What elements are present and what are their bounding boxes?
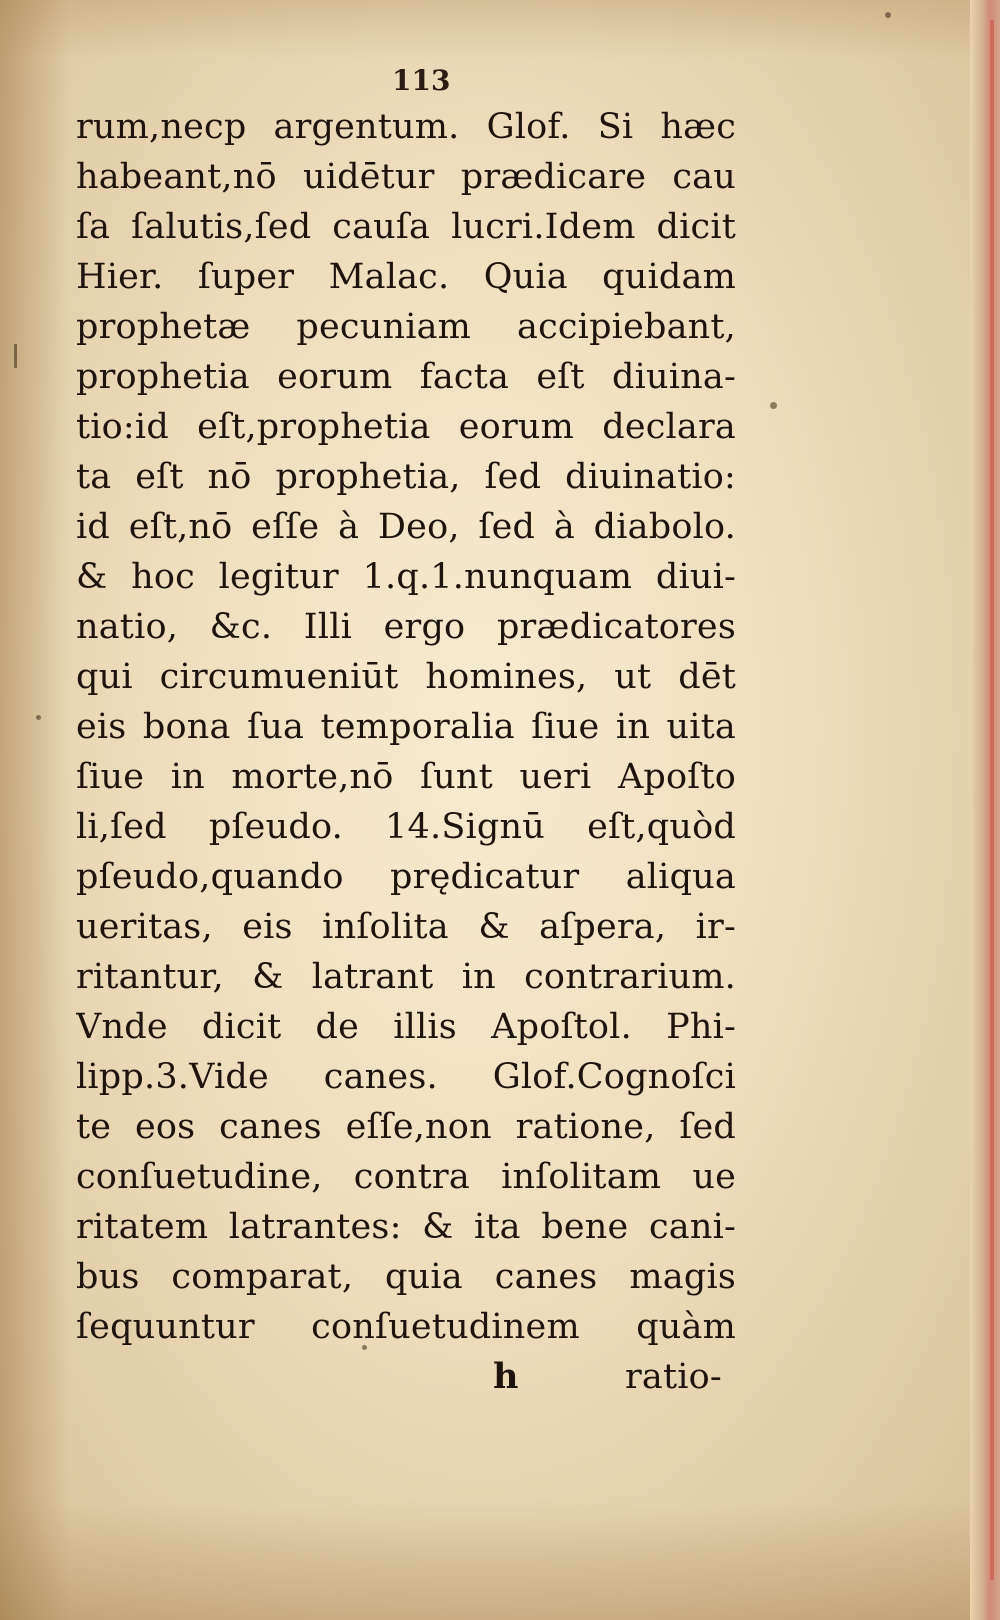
text-line: ueritas, eis inſolita & aſpera, ir- [76,907,736,947]
ink-speck [885,12,891,18]
text-line: ſequuntur conſuetudinem quàm [76,1307,736,1347]
page-number: 113 [392,64,451,97]
text-line: conſuetudine, contra inſolitam ue [76,1157,736,1197]
text-line: bus comparat, quia canes magis [76,1257,736,1297]
body-text [76,102,736,1402]
text-line: rum,necp argentum. Glof. Si hæc [76,107,736,147]
text-line: prophetæ pecuniam accipiebant, [76,307,736,347]
catchword: ratio- [625,1357,722,1397]
text-line: ritatem latrantes: & ita bene cani- [76,1207,736,1247]
text-line: tio:id eſt,prophetia eorum declara [76,407,736,447]
signature-mark: h [493,1356,519,1397]
ink-mark [14,344,17,368]
text-line: ta eſt nō prophetia, ſed diuinatio: [76,457,736,497]
text-line: habeant,nō uidētur prædicare cau [76,157,736,197]
text-line: lipp.3.Vide canes. Glof.Cognoſci [76,1057,736,1097]
page-shadow-left [0,0,70,1620]
text-line: te eos canes eſſe,non ratione, ſed [76,1107,736,1147]
red-edge-strip [990,20,994,1580]
page-shadow-bottom [0,1500,1000,1620]
text-line: id eſt,nō eſſe à Deo, ſed à diabolo. [76,507,736,547]
page-edge-right [970,0,1000,1620]
footer-line [76,1352,736,1402]
text-line: & hoc legitur 1.q.1.nunquam diui- [76,557,736,597]
text-line: li,ſed pſeudo. 14.Signū eſt,quòd [76,807,736,847]
ink-speck [770,402,777,409]
page-shadow-top [0,0,1000,60]
text-line: prophetia eorum facta eſt diuina- [76,357,736,397]
text-line: ſa ſalutis,ſed cauſa lucri.Idem dicit [76,207,736,247]
text-line: Vnde dicit de illis Apoſtol. Phi- [76,1007,736,1047]
text-line: Hier. ſuper Malac. Quia quidam [76,257,736,297]
text-line: qui circumueniūt homines, ut dēt [76,657,736,697]
ink-speck [36,715,41,720]
text-line: natio, &c. Illi ergo prædicatores [76,607,736,647]
text-line: ſiue in morte,nō ſunt ueri Apoſto [76,757,736,797]
text-line: ritantur, & latrant in contrarium. [76,957,736,997]
text-line: pſeudo,quando prędicatur aliqua [76,857,736,897]
text-line: eis bona ſua temporalia ſiue in uita [76,707,736,747]
